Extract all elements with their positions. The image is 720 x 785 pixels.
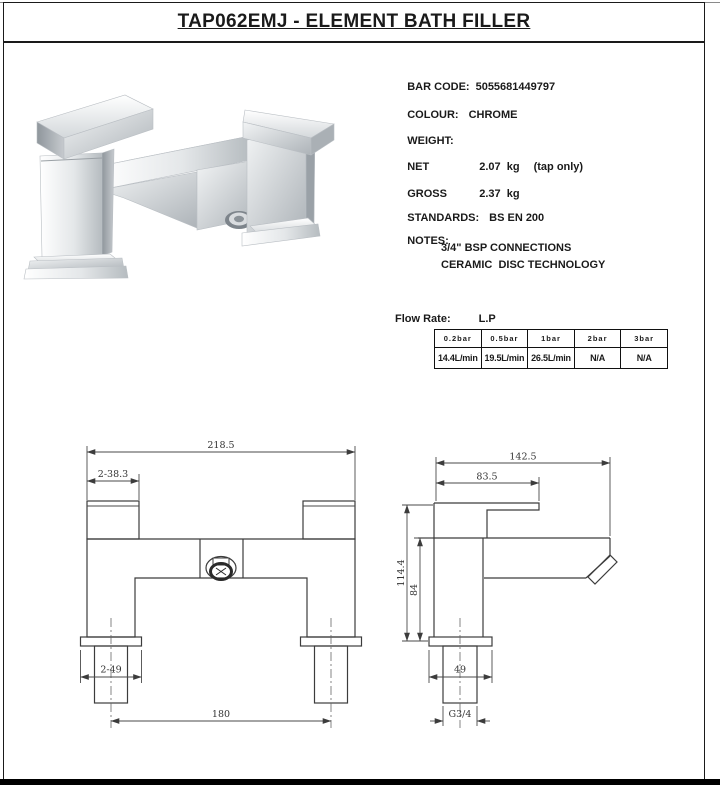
side-dim-handle-depth: 83.5: [476, 471, 498, 483]
weight-label: WEIGHT:: [407, 135, 454, 147]
note-line-2: CERAMIC DISC TECHNOLOGY: [441, 259, 606, 271]
front-dim-handle-width: 2-38.3: [97, 469, 129, 480]
flow-table-header-row: [435, 330, 668, 348]
flow-value-cell: 19.5L/min: [481, 348, 528, 369]
flow-header-cell: 3bar: [621, 330, 668, 348]
net-note: (tap only): [533, 161, 584, 173]
side-dim-connection: G3/4: [448, 709, 472, 720]
flow-rate-table: [434, 329, 668, 369]
flow-rate-value: L.P: [478, 313, 496, 325]
flow-value-cell: N/A: [621, 348, 668, 369]
standards-label: STANDARDS:: [407, 212, 480, 224]
flow-header-cell: 1bar: [528, 330, 575, 348]
barcode-value: 5055681449797: [475, 81, 556, 93]
technical-drawings: [0, 420, 720, 780]
note-line-1: 3/4" BSP CONNECTIONS: [441, 242, 572, 254]
net-label: NET: [407, 161, 430, 173]
flow-table-value-row: [435, 348, 668, 369]
barcode-label: BAR CODE:: [407, 81, 470, 93]
standards-value: BS EN 200: [489, 212, 545, 224]
colour-value: CHROME: [468, 109, 518, 121]
gross-value: 2.37 kg: [479, 188, 520, 200]
front-dim-overall-width: 218.5: [207, 440, 235, 451]
front-view: [81, 440, 362, 728]
flow-rate-row: [395, 313, 496, 325]
front-dim-base-width: 2-49: [100, 664, 122, 676]
flow-value-cell: N/A: [574, 348, 621, 369]
side-dim-overall-height: 114.4: [396, 559, 407, 587]
flow-rate-label: Flow Rate:: [395, 313, 451, 325]
flow-header-cell: 0.5bar: [481, 330, 528, 348]
front-dim-inlet-centres: 180: [211, 709, 231, 720]
page-title: TAP062EMJ - ELEMENT BATH FILLER: [177, 10, 531, 32]
flow-value-cell: 26.5L/min: [528, 348, 575, 369]
page-bottom-bar: [0, 779, 720, 785]
side-dim-body-height: 84: [409, 583, 420, 597]
side-dim-overall-depth: 142.5: [509, 451, 537, 463]
product-photo: [12, 60, 387, 310]
colour-label: COLOUR:: [407, 109, 459, 121]
flow-header-cell: 2bar: [574, 330, 621, 348]
side-dim-base-width: 49: [453, 664, 467, 676]
title-bar: [3, 2, 705, 43]
gross-label: GROSS: [407, 188, 447, 200]
flow-value-cell: 14.4L/min: [435, 348, 482, 369]
notes-label: NOTES:: [407, 235, 449, 247]
side-view: [396, 452, 617, 729]
net-value: 2.07 kg: [479, 161, 520, 173]
flow-header-cell: 0.2bar: [435, 330, 482, 348]
